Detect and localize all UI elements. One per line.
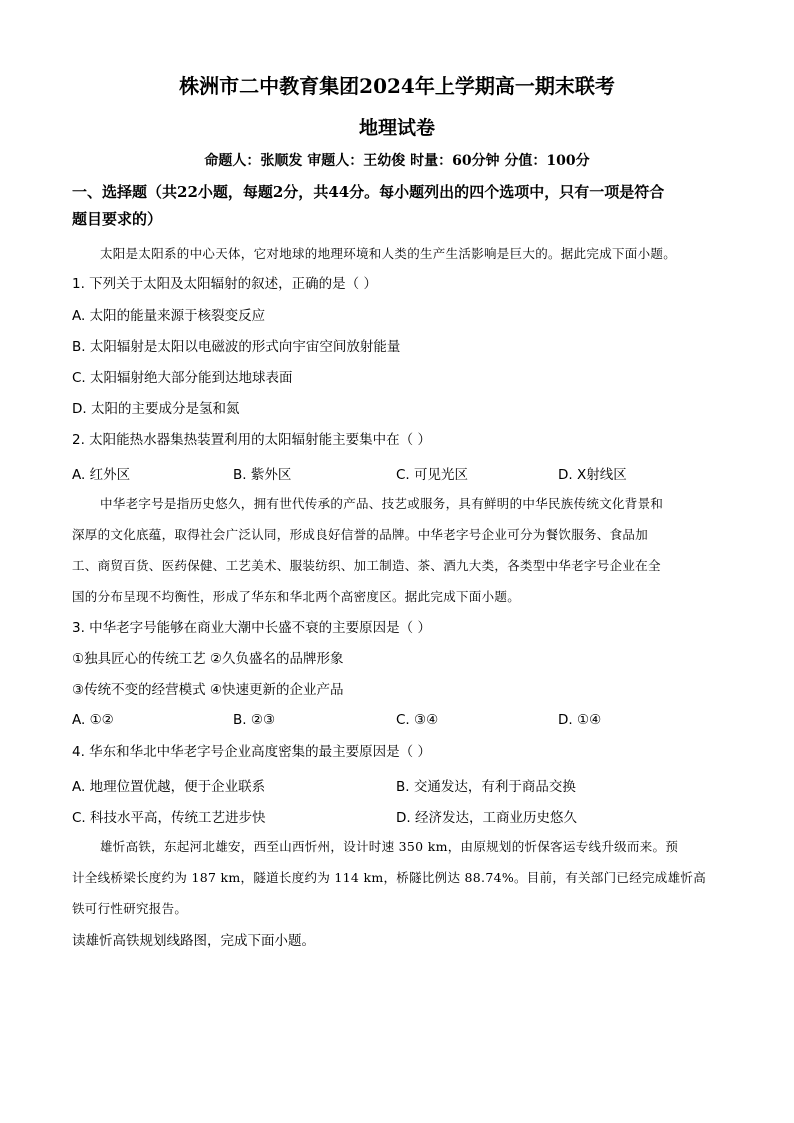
question-3-option-c: C. ③④ bbox=[396, 712, 439, 728]
question-2-option-a: A. 红外区 bbox=[72, 467, 131, 483]
question-3-stem: 3. 中华老字号能够在商业大潮中长盛不衰的主要原因是（ ） bbox=[72, 620, 431, 636]
question-3-statements-1: ①独具匠心的传统工艺 ②久负盛名的品牌形象 bbox=[72, 651, 344, 667]
question-2-option-b: B. 紫外区 bbox=[233, 467, 292, 483]
material-sun: 太阳是太阳系的中心天体，它对地球的地理环境和人类的生产生活影响是巨大的。据此完成下面小题。 bbox=[100, 246, 677, 261]
question-4-option-a: A. 地理位置优越，便于企业联系 bbox=[72, 779, 266, 795]
exam-meta: 命题人：张顺发 审题人：王幼俊 时量：60分钟 分值：100分 bbox=[204, 153, 590, 169]
question-4-stem: 4. 华东和华北中华老字号企业高度密集的最主要原因是（ ） bbox=[72, 744, 431, 760]
material-railway-line2: 计全线桥梁长度约为 187 km，隧道长度约为 114 km，桥隧比例达 88.74%。目前，有关部门已经完成雄忻高 bbox=[72, 870, 707, 885]
map-instruction: 读雄忻高铁规划线路图，完成下面小题。 bbox=[72, 933, 315, 949]
question-4-option-d: D. 经济发达，工商业历史悠久 bbox=[396, 810, 577, 826]
material-railway-line3: 铁可行性研究报告。 bbox=[72, 901, 188, 916]
material-laozihao-line2: 深厚的文化底蕴，取得社会广泛认同，形成良好信誉的品牌。中华老字号企业可分为餐饮服务、食品加 bbox=[72, 527, 649, 542]
question-1-option-c: C. 太阳辐射绝大部分能到达地球表面 bbox=[72, 370, 293, 386]
material-laozihao-line4: 国的分布呈现不均衡性，形成了华东和华北两个高密度区。据此完成下面小题。 bbox=[72, 589, 521, 604]
exam-subject: 地理试卷 bbox=[358, 117, 435, 139]
question-1-stem: 1. 下列关于太阳及太阳辐射的叙述，正确的是（ ） bbox=[72, 276, 377, 292]
question-4-option-b: B. 交通发达，有利于商品交换 bbox=[396, 779, 576, 795]
question-3-statements-2: ③传统不变的经营模式 ④快速更新的企业产品 bbox=[72, 682, 344, 698]
section-heading-line2: 题目要求的） bbox=[72, 210, 163, 228]
question-3-option-b: B. ②③ bbox=[233, 712, 276, 728]
section-heading-line1: 一、选择题（共22小题，每题2分，共44分。每小题列出的四个选项中，只有一项是符合 bbox=[72, 183, 665, 201]
material-railway-line1: 雄忻高铁，东起河北雄安，西至山西忻州，设计时速 350 km，由原规划的忻保客运专线升级而来。预 bbox=[100, 839, 679, 854]
question-1-option-b: B. 太阳辐射是太阳以电磁波的形式向宇宙空间放射能量 bbox=[72, 339, 401, 355]
question-3-option-a: A. ①② bbox=[72, 712, 114, 728]
material-laozihao-line1: 中华老字号是指历史悠久，拥有世代传承的产品、技艺或服务，具有鲜明的中华民族传统文化背景和 bbox=[100, 496, 664, 511]
question-2-stem: 2. 太阳能热水器集热装置利用的太阳辐射能主要集中在（ ） bbox=[72, 432, 431, 448]
question-3-option-d: D. ①④ bbox=[558, 712, 602, 728]
exam-title: 株洲市二中教育集团2024年上学期高一期末联考 bbox=[179, 74, 615, 98]
question-2-option-d: D. X射线区 bbox=[558, 467, 627, 483]
question-2-option-c: C. 可见光区 bbox=[396, 467, 469, 483]
question-1-option-d: D. 太阳的主要成分是氢和氮 bbox=[72, 401, 240, 417]
material-laozihao-line3: 工、商贸百货、医药保健、工艺美术、服装纺织、加工制造、茶、酒九大类，各类型中华老字号企业在全 bbox=[72, 558, 661, 573]
question-4-option-c: C. 科技水平高，传统工艺进步快 bbox=[72, 810, 266, 826]
question-1-option-a: A. 太阳的能量来源于核裂变反应 bbox=[72, 308, 266, 324]
